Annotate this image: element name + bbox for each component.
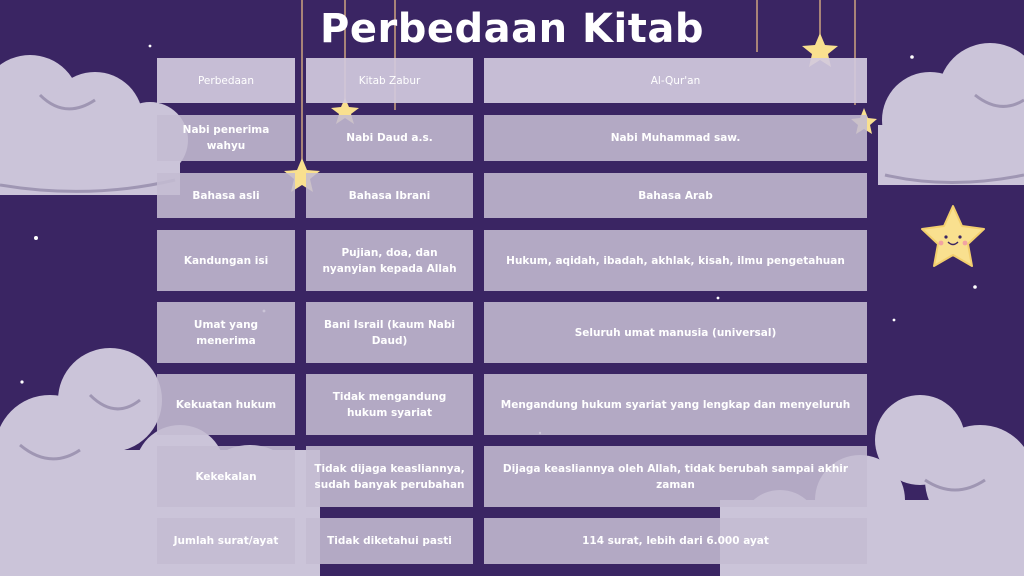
smiling-star-icon — [922, 206, 984, 266]
zabur-cell: Tidak mengandung hukum syariat — [306, 374, 473, 435]
quran-cell: Bahasa Arab — [484, 173, 867, 218]
quran-cell: Nabi Muhammad saw. — [484, 115, 867, 161]
row-label-cell: Kekekalan — [157, 446, 295, 507]
row-label-cell: Nabi penerima wahyu — [157, 115, 295, 161]
header-cell-quran: Al-Qur'an — [484, 58, 867, 103]
zabur-cell: Tidak diketahui pasti — [306, 518, 473, 564]
row-label-cell: Kekuatan hukum — [157, 374, 295, 435]
quran-cell: Hukum, aqidah, ibadah, akhlak, kisah, ilmu pengetahuan — [484, 230, 867, 291]
zabur-cell: Pujian, doa, dan nyanyian kepada Allah — [306, 230, 473, 291]
row-label-cell: Jumlah surat/ayat — [157, 518, 295, 564]
hanging-stars — [284, 33, 877, 192]
quran-cell: Seluruh umat manusia (universal) — [484, 302, 867, 363]
cloud-icon — [878, 43, 1024, 185]
zabur-cell: Bahasa Ibrani — [306, 173, 473, 218]
row-label-cell: Umat yang menerima — [157, 302, 295, 363]
zabur-cell: Nabi Daud a.s. — [306, 115, 473, 161]
zabur-cell: Tidak dijaga keasliannya, sudah banyak perubahan — [306, 446, 473, 507]
header-cell-zabur: Kitab Zabur — [306, 58, 473, 103]
quran-cell: Mengandung hukum syariat yang lengkap dan menyeluruh — [484, 374, 867, 435]
header-cell-perbedaan: Perbedaan — [157, 58, 295, 103]
zabur-cell: Bani Israil (kaum Nabi Daud) — [306, 302, 473, 363]
page-title: Perbedaan Kitab — [320, 6, 704, 52]
quran-cell: Dijaga keasliannya oleh Allah, tidak berubah sampai akhir zaman — [484, 446, 867, 507]
row-label-cell: Bahasa asli — [157, 173, 295, 218]
quran-cell: 114 surat, lebih dari 6.000 ayat — [484, 518, 867, 564]
row-label-cell: Kandungan isi — [157, 230, 295, 291]
